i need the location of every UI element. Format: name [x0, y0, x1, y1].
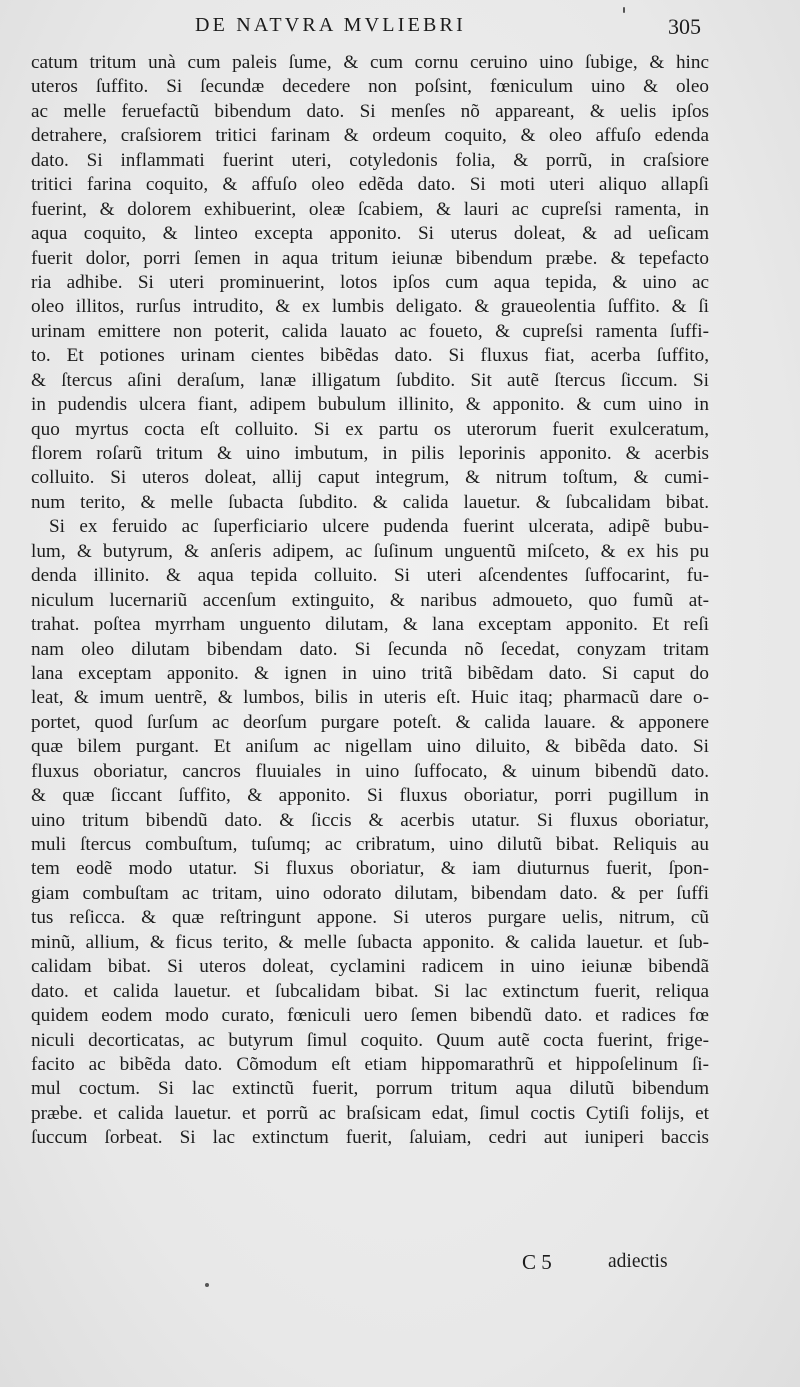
text-line: quæ bilem purgant. Et aniſum ac nigellam uino diluito, & bibẽda dato. Si [31, 736, 709, 758]
text-line: uino tritum bibendũ dato. & ſiccis & acerbis utatur. Si fluxus oboriatur, [31, 809, 709, 831]
text-line: tus reſicca. & quæ reſtringunt appone. Si uteros purgare uelis, nitrum, cũ [31, 907, 709, 929]
text-line: ria adhibe. Si uteri prominuerint, lotos ipſos cum aqua tepida, & uino ac [31, 271, 709, 293]
text-line: oleo illitos, rurſus intrudito, & ex lumbis deligato. & graueolentia ſuffito. & ſi [31, 296, 709, 318]
text-line: præbe. et calida lauetur. et porrũ ac braſsicam edat, ſimul coctis Cytiſi folijs, et [31, 1102, 709, 1124]
text-line: dato. Si inflammati fuerint uteri, cotyledonis folia, & porrũ, in craſsiore [31, 149, 709, 171]
text-line: in pudendis ulcera fiant, adipem bubulum illinito, & apponito. & cum uino in [31, 394, 709, 416]
ink-speck [623, 7, 625, 13]
text-line: detrahere, craſsiorem tritici farinam & ordeum coquito, & oleo affuſo edenda [31, 125, 709, 147]
main-text-block [31, 51, 709, 1200]
text-line: catum tritum unà cum paleis ſume, & cum cornu ceruino uino ſubige, & hinc [31, 52, 709, 73]
text-line: minũ, allium, & ficus terito, & melle ſubacta apponito. & calida lauetur. et ſub- [31, 931, 709, 953]
text-line: fuerint, & dolorem exhibuerint, oleæ ſcabiem, & lauri ac cupreſsi ramenta, in [31, 198, 709, 220]
text-line: to. Et potiones urinam cientes bibẽdas dato. Si fluxus fiat, acerba ſuffito, [31, 345, 709, 367]
text-line: niculum lucernariũ accenſum extinguito, & naribus admoueto, quo fumũ at- [31, 589, 709, 611]
text-line: uteros ſuffito. Si ſecundæ decedere non poſsint, fœniculum uino & oleo [31, 76, 709, 98]
catchword: adiectis [608, 1251, 668, 1272]
text-line: trahat. poſtea myrrham unguento dilutam, & lana exceptam apponito. Et reſi [31, 614, 709, 636]
page-header [0, 14, 800, 48]
text-line: num terito, & melle ſubacta ſubdito. & calida lauetur. & ſubcalidam bibat. [31, 491, 709, 513]
text-line: quo myrtus cocta eſt colluito. Si ex partu os uterorum fuerit exulceratum, [31, 418, 709, 440]
text-line: giam combuſtam ac tritam, uino odorato dilutam, bibendam dato. & per ſuffi [31, 882, 709, 904]
text-line: ſuccum ſorbeat. Si lac extinctum fuerit, ſaluiam, cedri aut iuniperi baccis [31, 1127, 709, 1149]
text-line [31, 1175, 709, 1199]
text-line: denda illinito. & aqua tepida colluito. Si uteri aſcendentes ſuffocarint, fu- [31, 565, 709, 587]
text-line: tritici farina coquito, & affuſo oleo edẽda dato. Si moti uteri aliquo allapſi [31, 174, 709, 196]
text-line: Si ex feruido ac ſuperficiario ulcere pudenda fuerint ulcerata, adipẽ bubu- [49, 516, 709, 538]
text-line: dato. et calida lauetur. et ſubcalidam bibat. Si lac extinctum fuerit, reliqua [31, 980, 709, 1002]
ink-speck [205, 1283, 209, 1287]
text-line: florem roſarũ tritum & uino imbutum, in pilis leporinis apponito. & acerbis [31, 443, 709, 464]
signature-mark: C 5 [522, 1250, 552, 1274]
text-line: & ſtercus aſini deraſum, lanæ illigatum ſubdito. Sit autẽ ſtercus ſiccum. Si [31, 369, 709, 391]
text-line: nam oleo dilutam bibendam dato. Si ſecunda nõ ſecedat, conyzam tritam [31, 638, 709, 660]
text-line: muli ſtercus combuſtum, tuſumq; ac cribratum, uino dilutũ bibat. Reliquis au [31, 834, 709, 855]
text-line: & quæ ſiccant ſuffito, & apponito. Si fluxus oboriatur, porri pugillum in [31, 785, 709, 807]
text-line [31, 1151, 709, 1175]
text-line: quidem eodem modo curato, fœniculi uero ſemen bibendũ dato. et radices fœ [31, 1005, 709, 1027]
text-line: leat, & imum uentrẽ, & lumbos, bilis in uteris eſt. Huic itaq; pharmacũ dare o- [31, 687, 709, 709]
text-line: lum, & butyrum, & anſeris adipem, ac ſuſinum unguentũ miſceto, & ex his pu [31, 540, 709, 562]
text-line: mul coctum. Si lac extinctũ fuerit, porrum tritum aqua dilutũ bibendum [31, 1078, 709, 1100]
text-line: fluxus oboriatur, cancros fluuiales in uino ſuffocato, & uinum bibendũ dato. [31, 760, 709, 782]
text-line: colluito. Si uteros doleat, allij caput integrum, & nitrum toſtum, & cumi- [31, 467, 709, 489]
text-line: portet, quod ſurſum ac deorſum purgare poteſt. & calida lauare. & apponere [31, 711, 709, 733]
text-line: aqua coquito, & linteo excepta apponito. Si uterus doleat, & ad ueſicam [31, 223, 709, 245]
page-footer [0, 1250, 800, 1280]
text-line: tem eodẽ modo utatur. Si fluxus oboriatur, & iam diuturnus fuerit, ſpon- [31, 858, 709, 880]
text-line: facito ac bibẽda dato. Cõmodum eſt etiam hippomarathrũ et hippoſelinum ſi- [31, 1053, 709, 1075]
text-line: fuerit dolor, porri ſemen in aqua tritum ieiunæ bibendum præbe. & tepefacto [31, 247, 709, 269]
text-line: niculi decorticatas, ac butyrum ſimul coquito. Quum autẽ cocta fuerint, frige- [31, 1029, 709, 1051]
running-head: DE NATVRA MVLIEBRI [195, 14, 466, 36]
text-line: urinam emittere non poterit, calida lauato ac foueto, & cupreſsi ramenta ſuffi- [31, 320, 709, 342]
page-number: 305 [668, 14, 701, 39]
text-line: lana exceptam apponito. & ignen in uino tritã bibẽdam dato. Si caput do [31, 662, 709, 684]
text-line: calidam bibat. Si uteros doleat, cyclamini radicem in uino ieiunæ bibendã [31, 956, 709, 978]
text-line: ac melle feruefactũ bibendum dato. Si menſes nõ appareant, & uelis ipſos [31, 100, 709, 122]
